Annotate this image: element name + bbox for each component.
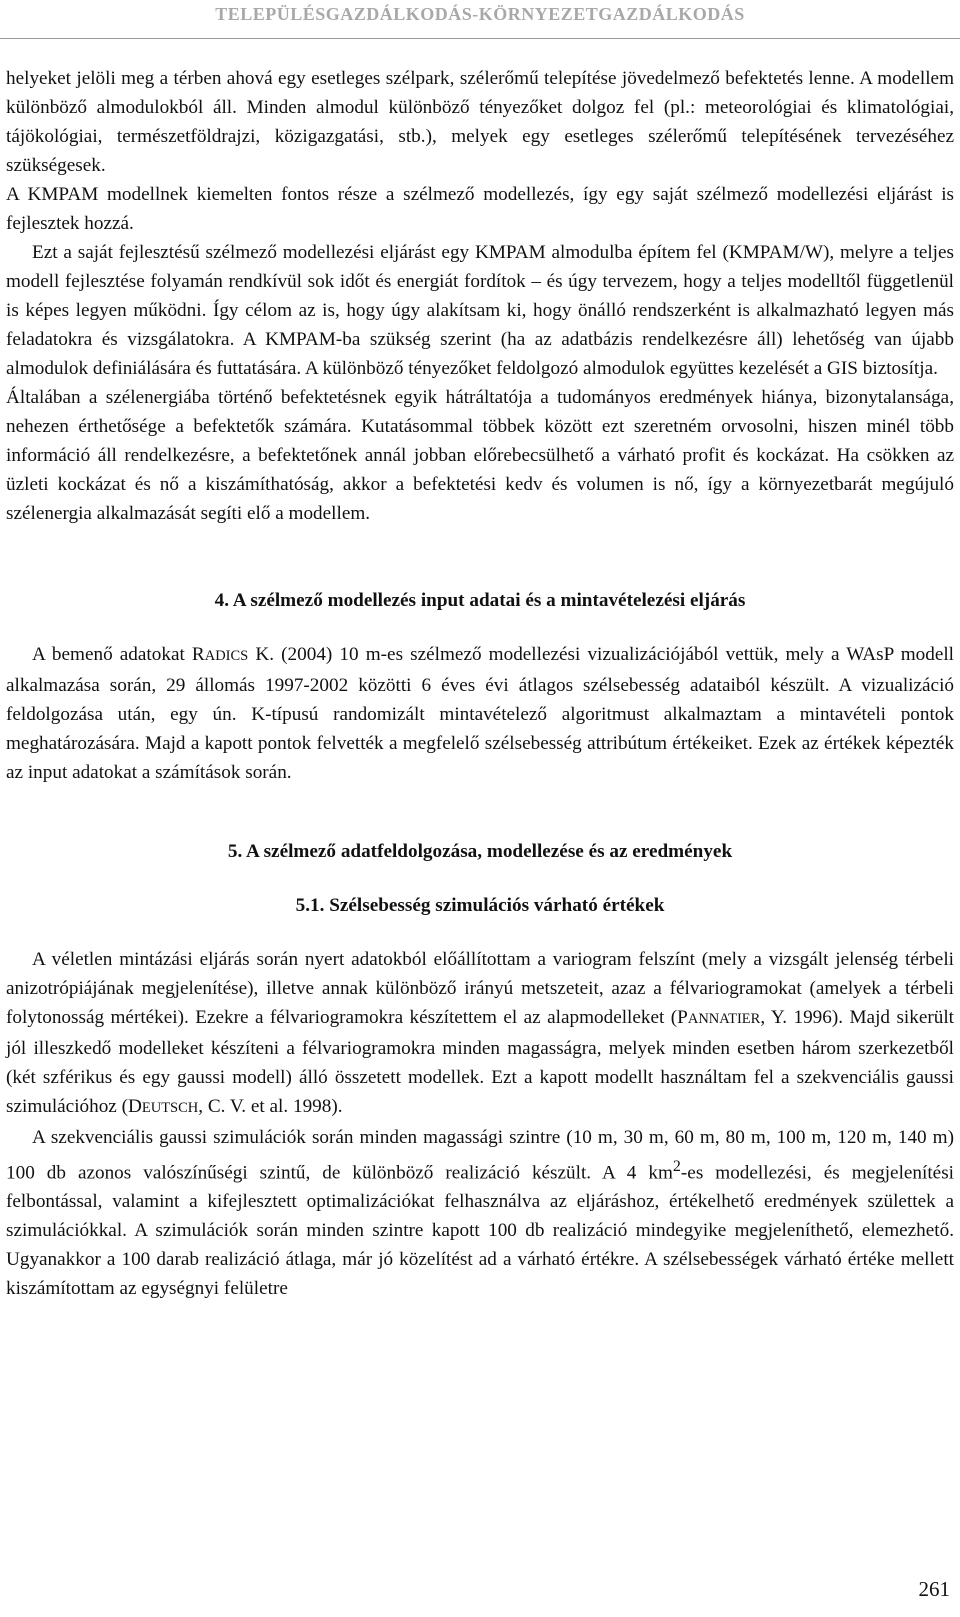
spacer bbox=[6, 528, 954, 586]
spacer bbox=[6, 920, 954, 945]
text-run: K. (2004) 10 m-es szélmező modellezési vizualizációjából vettük, mely a WAsP modell alkalmazása során, 29 állomás 1997-2002 közötti 6 éves évi átlagos szélsebesség adataiból készült. A vizualizáció feldolgozása után, egy ún. K-típusú randomizált mintavételező algoritmust alkalmaztam a mintavételi pontok meghatározására. Majd a kapott pontok felvették a megfelelő szélsebesség attribútum értékeiket. Ezek az értékek képezték az input adatokat a számítások során. bbox=[6, 644, 954, 783]
spacer bbox=[6, 615, 954, 640]
paragraph-intro: helyeket jelöli meg a térben ahová egy esetleges szélpark, szélerőmű telepítése jövedelmező befektetés lenne. A modellem különböző almodulokból áll. Minden almodul különböző tényezőket dolgoz fel (pl.: meteorológiai és klimatológiai, tájökológiai, természetföldrajzi, közigazgatási, stb.), melyek egy esetleges szélerőmű telepítésének tervezéséhez szükségesek. bbox=[6, 68, 954, 176]
paragraph-investment: Általában a szélenergiába történő befektetésnek egyik hátráltatója a tudományos eredmények hiánya, bizonytalansága, nehezen érthetősége a befektetők számára. Kutatásommal többek között ezt szeretném orvosolni, hiszen minél több információ áll rendelkezésre, a befektetőnek annál jobban előrebecsülhető a várható profit és kockázat. Ha csökken az üzleti kockázat és nő a kiszámíthatóság, akkor a befektetési kedv és volumen is nő, így a környezetbarát megújuló szélenergia alkalmazását segíti elő a modellem. bbox=[6, 387, 954, 524]
superscript: 2 bbox=[672, 1158, 681, 1175]
text-run: , C. V. et al. 1998). bbox=[198, 1096, 343, 1117]
paragraph-variogram bbox=[6, 945, 954, 1123]
text-run: A szekvenciális gaussi szimulációk során minden magassági szintre (10 m, 30 m, 60 m, 80 m, 100 m, 120 m, 140 m) 100 db azonos valószínűségi szintű, de különböző realizáció készült. A 4 km bbox=[6, 1127, 954, 1184]
running-header: TELEPÜLÉSGAZDÁLKODÁS-KÖRNYEZETGAZDÁLKODÁS bbox=[215, 4, 745, 24]
text-run: , Y. 1996). Majd sikerült jól illeszkedő modelleket készíteni a félvariogramokra minden magasságra, melyek minden esetben három szerkezetből (két szférikus és egy gaussi modell) álló összetett modellek. Ezt a kapott modellt használtam fel a szekvenciális gaussi szimulációhoz (D bbox=[6, 1007, 954, 1117]
spacer bbox=[6, 787, 954, 837]
text-run: A véletlen mintázási eljárás során nyert adatokból előállítottam a variogram felszínt (mely a vizsgált jelenség térbeli anizotrópiájának megjelenítése), illetve annak különböző irányú metszeteit, azaz a félvariogramokat (amelyek a térbeli folytonosság mértékei). Ezekre a félvariogramokra készítettem el az alapmodelleket (P bbox=[6, 949, 954, 1028]
section-5-1-heading: 5.1. Szélsebesség szimulációs várható értékek bbox=[295, 895, 665, 916]
spacer bbox=[6, 866, 954, 891]
text-run: A bemenő adatokat R bbox=[32, 644, 205, 665]
section-4-heading: 4. A szélmező modellezés input adatai és a mintavételezési eljárás bbox=[214, 590, 746, 611]
page-number: 261 bbox=[918, 1577, 950, 1601]
paragraph-kmpam: A KMPAM modellnek kiemelten fontos része a szélmező modellezés, így egy saját szélmező modellezési eljárást is fejlesztek hozzá. bbox=[6, 184, 954, 234]
paragraph-own-development: Ezt a saját fejlesztésű szélmező modellezési eljárást egy KMPAM almodulba építem fel (KMPAM/W), melyre a teljes modell fejlesztése folyamán rendkívül sok időt és energiát fordítok – és úgy tervezem, hogy a teljes modelltől függetlenül is képes legyen működni. Így célom az is, hogy úgy alakítsam ki, hogy önálló rendszerként is alkalmazható legyen más feladatokra és vizsgálatokra. A KMPAM-ba szükség szerint (ha az adatbázis rendelkezésre áll) lehetőség van újabb almodulok definiálására és futtatására. A különböző tényezőket feldolgozó almodulok együttes kezelését a GIS biztosítja. bbox=[6, 242, 954, 379]
header-rule bbox=[0, 38, 960, 39]
small-caps-author: ADICS bbox=[204, 648, 249, 664]
body-text bbox=[6, 64, 954, 1303]
small-caps-author: EUTSCH bbox=[141, 1100, 199, 1116]
paragraph-simulation bbox=[6, 1123, 954, 1303]
small-caps-author: ANNATIER bbox=[687, 1011, 761, 1027]
paragraph-section-4 bbox=[6, 640, 954, 787]
section-5-heading: 5. A szélmező adatfeldolgozása, modellezése és az eredmények bbox=[227, 841, 733, 862]
text-run: -es modellezési, és megjelenítési felbontással, valamint a kifejlesztett optimalizációkat felhasználva az eljáráshoz, értékelhető eredmények születtek a szimulációkkal. A szimulációk során minden szintre kapott 100 db realizáció mindegyike megjeleníthető, elemezhető. Ugyanakkor a 100 darab realizáció átlaga, már jó közelítést ad a várható értékre. A szélsebességek várható értéke mellett kiszámítottam az egységnyi felületre bbox=[6, 1162, 954, 1300]
